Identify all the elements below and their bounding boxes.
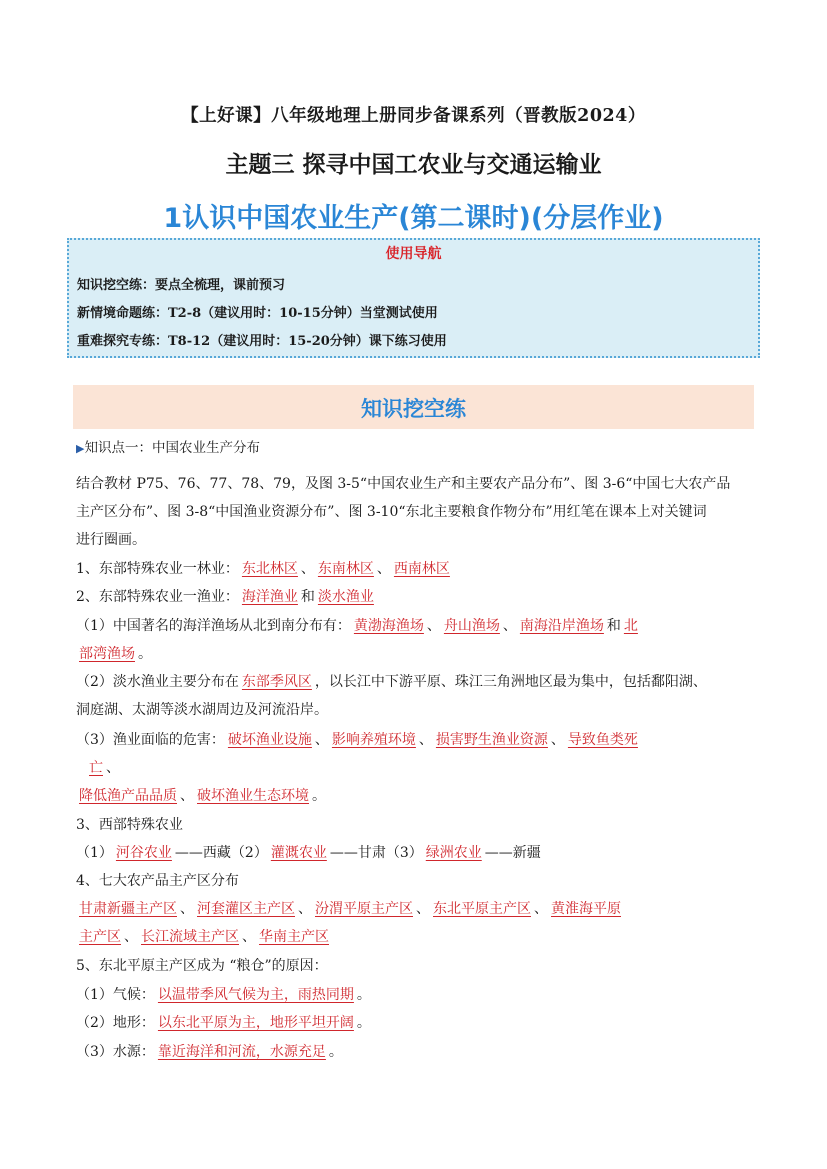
answer-blank: 东南林区 xyxy=(317,561,374,577)
answer-blank: 南海沿岸渔场 xyxy=(519,618,604,634)
question-2: 2、东部特殊农业一渔业： 海洋渔业 和 淡水渔业 xyxy=(76,587,377,607)
question-2-sub-2-cont: 洞庭湖、太湖等淡水湖周边及河流沿岸。 xyxy=(76,702,328,718)
answer-blank: 影响养殖环境 xyxy=(331,732,416,748)
question-5: 5、东北平原主产区成为 “粮仓”的原因： xyxy=(76,958,328,974)
answer-blank: 主产区 xyxy=(79,929,121,945)
question-2-sub-3-cont: 降低渔产品品质 、 破坏渔业生态环境 。 xyxy=(76,786,326,806)
answer-blank: 海洋渔业 xyxy=(241,589,298,605)
guide-line: 知识挖空练：要点全梳理，课前预习 xyxy=(77,278,286,293)
answer-blank: 汾渭平原主产区 xyxy=(315,901,413,917)
question-5-terrain: （2）地形： 以东北平原为主，地形平坦开阔 。 xyxy=(76,1015,371,1031)
section-band xyxy=(73,385,754,429)
triangle-bullet-icon: ▶ xyxy=(76,442,85,455)
intro-line: 结合教材 P75、76、77、78、79，及图 3-5“中国农业生产和主要农产品分布”、图 3-6“中国七大农产品 xyxy=(76,476,731,492)
answer-blank: 河套灌区主产区 xyxy=(197,901,295,917)
answer-blank: 黄淮海平原 xyxy=(551,901,621,917)
question-5-water: （3）水源： 靠近海洋和河流，水源充足 。 xyxy=(76,1044,343,1060)
knowledge-point-heading: ▶知识点一：中国农业生产分布 xyxy=(76,440,260,456)
answer-blank: 灌溉农业 xyxy=(270,845,327,861)
question-2-sub-3-cont: 亡 、 xyxy=(76,758,120,778)
answer-blank: 甘肃新疆主产区 xyxy=(79,901,177,917)
usage-guide-box xyxy=(67,238,760,358)
question-2-sub-1: （1）中国著名的海洋渔场从北到南分布有： 黄渤海渔场 、 舟山渔场 、 南海沿岸渔场 和 北 xyxy=(76,616,641,636)
question-4-items-cont: 主产区 、 长江流域主产区 、 华南主产区 xyxy=(76,927,332,947)
question-5-climate: （1）气候： 以温带季风气候为主，雨热同期 。 xyxy=(76,987,371,1003)
answer-blank: 东北平原主产区 xyxy=(433,901,531,917)
question-4-items: 甘肃新疆主产区 、 河套灌区主产区 、 汾渭平原主产区 、 东北平原主产区 、 黄淮海平原 xyxy=(76,899,624,919)
answer-blank: 导致鱼类死 xyxy=(567,732,638,748)
answer-blank: 华南主产区 xyxy=(259,929,329,945)
series-title: 【上好课】八年级地理上册同步备课系列（晋教版2024） xyxy=(181,106,646,126)
answer-blank: 河谷农业 xyxy=(115,845,172,861)
answer-blank: 东部季风区 xyxy=(241,674,312,690)
answer-blank: 靠近海洋和河流，水源充足 xyxy=(157,1044,326,1060)
guide-line: 新情境命题练：T2-8（建议用时：10-15分钟）当堂测试使用 xyxy=(77,306,438,321)
theme-title: 主题三 探寻中国工农业与交通运输业 xyxy=(225,152,602,178)
question-2-sub-1-cont: 部湾渔场 。 xyxy=(76,644,152,664)
answer-blank: 淡水渔业 xyxy=(317,589,374,605)
answer-blank: 部湾渔场 xyxy=(79,646,135,662)
guide-line: 重难探究专练：T8-12（建议用时：15-20分钟）课下练习使用 xyxy=(77,334,447,349)
answer-blank: 以东北平原为主，地形平坦开阔 xyxy=(157,1015,354,1031)
guide-heading: 使用导航 xyxy=(385,246,442,262)
answer-blank: 绿洲农业 xyxy=(425,845,482,861)
question-2-sub-2: （2）淡水渔业主要分布在 东部季风区 ，以长江中下游平原、珠江三角洲地区最为集中，包括鄱阳湖、 xyxy=(76,674,707,690)
question-2-sub-3: （3）渔业面临的危害： 破坏渔业设施 、 影响养殖环境 、 损害野生渔业资源 、 导致鱼类死 xyxy=(76,730,641,750)
intro-line: 进行圈画。 xyxy=(76,532,146,548)
lesson-title: 1认识中国农业生产(第二课时)(分层作业) xyxy=(163,203,664,234)
answer-blank: 破坏渔业生态环境 xyxy=(197,788,309,804)
section-title: 知识挖空练 xyxy=(361,397,466,421)
question-4: 4、七大农产品主产区分布 xyxy=(76,873,239,889)
intro-line: 主产区分布”、图 3-8“中国渔业资源分布”、图 3-10“东北主要粮食作物分布”用红笔在课本上对关键词 xyxy=(76,504,707,520)
answer-blank: 破坏渔业设施 xyxy=(227,732,312,748)
answer-blank: 降低渔产品品质 xyxy=(79,788,177,804)
answer-blank: 西南林区 xyxy=(393,561,450,577)
answer-blank: 以温带季风气候为主，雨热同期 xyxy=(157,987,354,1003)
question-3-items: （1） 河谷农业 ——西藏（2） 灌溉农业 ——甘肃（3） 绿洲农业 ——新疆 xyxy=(76,845,541,861)
answer-blank: 长江流域主产区 xyxy=(141,929,239,945)
question-3: 3、西部特殊农业 xyxy=(76,817,183,833)
answer-blank: 舟山渔场 xyxy=(443,618,500,634)
answer-blank: 黄渤海渔场 xyxy=(353,618,424,634)
question-1: 1、东部特殊农业一林业： 东北林区 、 东南林区 、 西南林区 xyxy=(76,559,453,579)
answer-blank: 东北林区 xyxy=(241,561,298,577)
answer-blank: 亡 xyxy=(89,760,103,776)
answer-blank: 北 xyxy=(623,618,638,634)
answer-blank: 损害野生渔业资源 xyxy=(435,732,548,748)
